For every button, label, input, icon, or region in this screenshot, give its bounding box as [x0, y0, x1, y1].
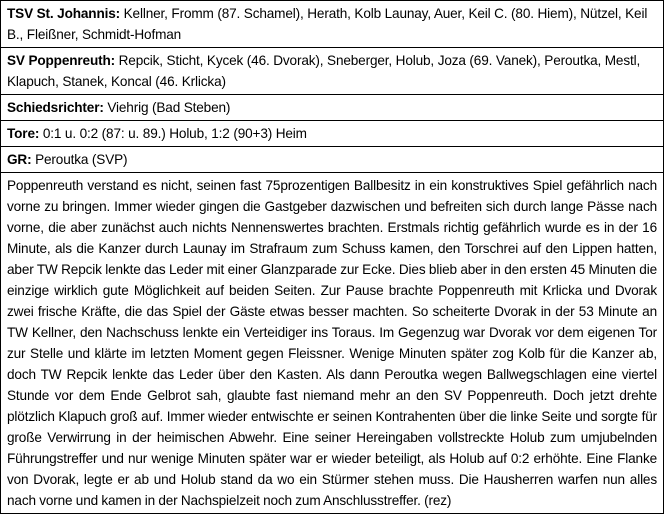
lineup-row-away: [1, 48, 664, 95]
away-team-players: Repcik, Sticht, Kycek (46. Dvorak), Sneberger, Holub, Joza (69. Vanek), Peroutka, Mestl, Klapuch, Stanek, Koncal (46. Krlicka): [7, 53, 641, 89]
goals-row: [1, 121, 664, 147]
red-card-cell: [1, 147, 664, 173]
red-card-row: [1, 147, 664, 173]
goals-label: Tore:: [7, 126, 40, 141]
goals-value: 0:1 u. 0:2 (87: u. 89.) Holub, 1:2 (90+3) Heim: [39, 126, 307, 141]
report-row: [1, 173, 664, 514]
referee-value: Viehrig (Bad Steben): [103, 100, 231, 115]
referee-row: [1, 95, 664, 121]
away-team-label: SV Poppenreuth:: [7, 53, 116, 68]
referee-cell: [1, 95, 664, 121]
goals-cell: [1, 121, 664, 147]
lineup-cell-home: [1, 1, 664, 48]
red-card-value: Peroutka (SVP): [31, 152, 128, 167]
referee-label: Schiedsrichter:: [7, 100, 104, 115]
home-team-players: Kellner, Fromm (87. Schamel), Herath, Kolb Launay, Auer, Keil C. (80. Hiem), Nützel, Keil B., Fleißner, Schmidt-Hofman: [7, 6, 648, 42]
lineup-cell-away: [1, 48, 664, 95]
lineup-row-home: [1, 1, 664, 48]
home-team-label: TSV St. Johannis:: [7, 6, 121, 21]
match-report-text: Poppenreuth verstand es nicht, seinen fast 75prozentigen Ballbesitz in ein konstruktives Spiel gefährlich nach vorne zu bringen. Immer wieder gingen die Gastgeber dazwischen und befreiten sich durch lange Pässe nach vorne, die aber zunächst auch nichts Nennenswertes brachten. Erstmals richtig gefährlich wurde es in der 16 Minute, als die Kanzer durch Launay im Strafraum zum Schuss kamen, den Torschrei auf den Lippen hatten, aber TW Repcik lenkte das Leder mit einer Glanzparade zur Ecke. Dies blieb aber in den ersten 45 Minuten die einzige wirklich gute Möglichkeit auf beiden Seiten. Zur Pause brachte Poppenreuth mit Krlicka und Dvorak zwei frische Kräfte, die das Spiel der Gäste etwas besser machten. So scheiterte Dvorak in der 53 Minute an TW Kellner, den Nachschuss lenkte ein Verteidiger ins Toraus. Im Gegenzug war Dvorak vor dem eigenen Tor zur Stelle und klärte im letzten Moment gegen Fleissner. Wenige Minuten später zog Kolb für die Kanzer ab, doch TW Repcik lenkte das Leder über den Kasten. Als dann Peroutka wegen Ballwegschlagen eine viertel Stunde vor dem Ende Gelbrot sah, glaubte fast niemand mehr an den SV Poppenreuth. Doch jetzt drehte plötzlich Klapuch groß auf. Immer wieder entwischte er seinen Kontrahenten über die linke Seite und sorgte für große Verwirrung in der heimischen Abwehr. Eine seiner Hereingaben vollstreckte Holub zum umjubelnden Führungstreffer und nur wenige Minuten später war er wieder beteiligt, als Holub auf 0:2 erhöhte. Eine Flanke von Dvorak, legte er ab und Holub stand da wo ein Stürmer stehen muss. Die Hausherren warfen nun alles nach vorne und kamen in der Nachspielzeit noch zum Anschlusstreffer. (rez): [1, 173, 664, 514]
red-card-label: GR:: [7, 152, 32, 167]
